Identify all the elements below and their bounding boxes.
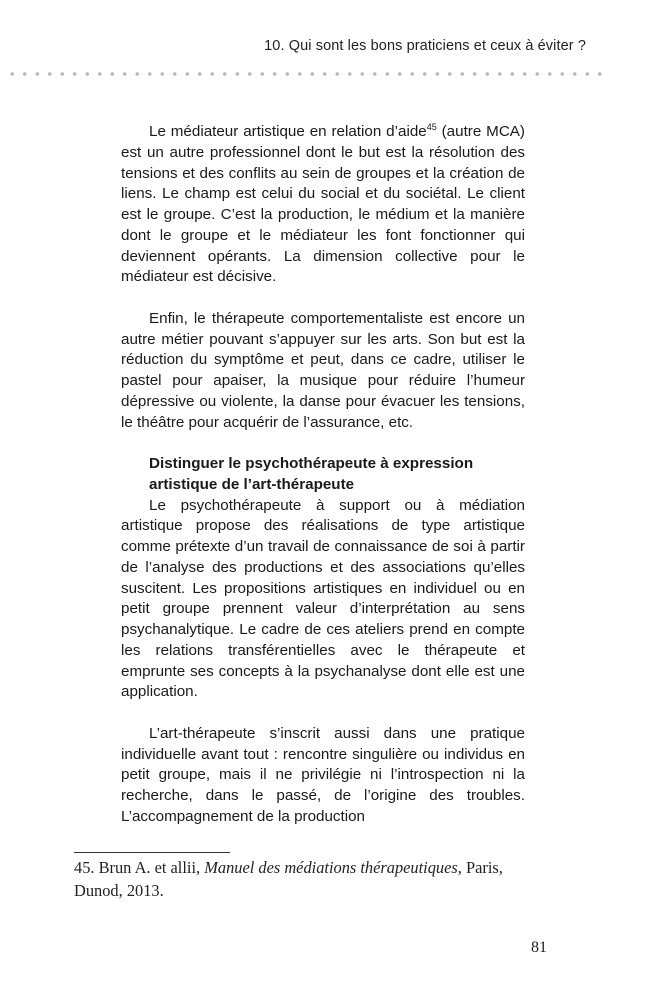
paragraph-mediator-rest: (autre MCA) est un autre professionnel dont le but est la résolution des tensions et des conflits au sein de groupes et la création de liens. Le champ est celui du social et du sociétal. Le client est le groupe. C’est la production, le médium et la manière dont le groupe et le médiateur les font fonctionner qui deviennent opérants. La dimension collective pour le médiateur est décisive. xyxy=(121,123,525,286)
section-heading: Distinguer le psychothérapeute à expression artistique de l’art-thérapeute xyxy=(149,455,474,493)
dotted-separator xyxy=(6,71,606,77)
paragraph-art-therapist: L’art-thérapeute s’inscrit aussi dans une pratique individuelle avant tout : rencontre singulière ou individus en petit groupe, mais il ne privilégie ni l’introspection ni la recherche, dans le passé, de l’origine des troubles. L’accompagnement de la production xyxy=(121,724,525,825)
footnote xyxy=(74,856,552,902)
main-text xyxy=(121,122,525,848)
paragraph-mediator-start: Le médiateur artistique en relation d’aide xyxy=(149,123,427,140)
running-header: 10. Qui sont les bons praticiens et ceux à éviter ? xyxy=(264,38,586,54)
page-number: 81 xyxy=(531,939,547,956)
footnote-authors: Brun A. et allii, xyxy=(94,858,205,877)
footnote-reference[interactable]: 45 xyxy=(426,122,437,132)
footnote-title: Manuel des médiations thérapeutiques xyxy=(204,858,458,877)
footnote-rule xyxy=(74,852,230,853)
paragraph-mediator xyxy=(121,122,525,288)
footnote-publisher: , Paris, Dunod, 2013. xyxy=(74,858,503,900)
paragraph-psychotherapist: Le psychothérapeute à support ou à médiation artistique propose des réalisations de type artistique comme prétexte d’un travail de connaissance de soi à partir de l’analyse des productions et des associations qu’elles suscitent. Les propositions artistiques en individuel ou en petit groupe prennent valeur d’interprétation au sens psychanalytique. Le cadre de ces ateliers prend en compte les relations transférentielles avec le thérapeute et emprunte ses concepts à la psychanalyse dont elle est une application. xyxy=(121,496,525,701)
paragraph-behavioral-therapist: Enfin, le thérapeute comportementaliste est encore un autre métier pouvant s’appuyer sur les arts. Son but est la réduction du symptôme et peut, dans ce cadre, utiliser le pastel pour apaiser, la musique pour réduire l’humeur dépressive ou violente, la danse pour évacuer les tensions, le théâtre pour acquérir de l’assurance, etc. xyxy=(121,309,525,431)
footnote-number: 45. xyxy=(74,858,95,877)
